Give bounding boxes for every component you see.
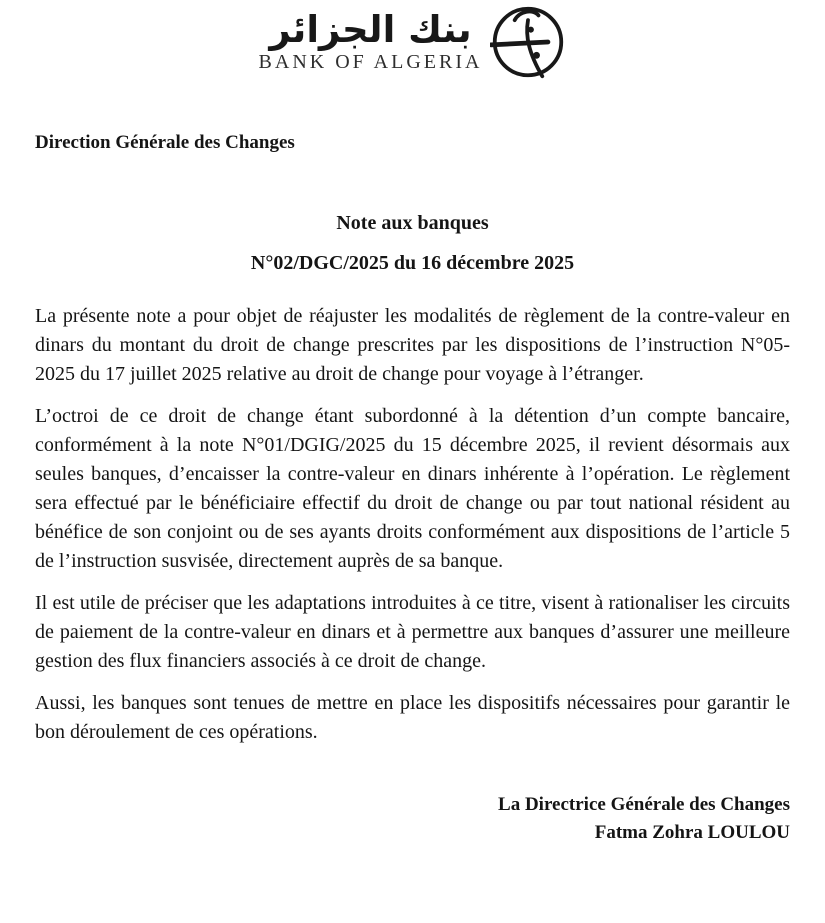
department-heading: Direction Générale des Changes [35, 132, 295, 153]
signature-block [35, 791, 790, 847]
body-paragraph: Il est utile de préciser que les adaptations introduites à ce titre, visent à rationaliser les circuits de paiement de la contre-valeur en dinars et à permettre aux banques d’assurer une meilleure gestion des flux financiers associés à ce droit de change. [35, 592, 790, 672]
title-block [0, 212, 825, 275]
note-reference: N°02/DGC/2025 du 16 décembre 2025 [250, 252, 575, 274]
bank-logo-latin-text: BANK OF ALGERIA [258, 51, 483, 74]
signature-name: Fatma Zohra LOULOU [594, 822, 790, 843]
body-paragraph: Aussi, les banques sont tenues de mettre en place les dispositifs nécessaires pour garantir le bon déroulement de ces opérations. [35, 692, 790, 743]
body-paragraph: L’octroi de ce droit de change étant subordonné à la détention d’un compte bancaire, conformément à la note N°01/DGIG/2025 du 15 décembre 2025, il revient désormais aux seules banques, d’encaisser la contre-valeur en dinars inhérente à l’opération. Le règlement sera effectué par le bénéficiaire effectif du droit de change ou par tout national résident au bénéfice de son conjoint ou de ses ayants droits conformément aux dispositions de l’article 5 de l’instruction susvisée, directement auprès de sa banque. [35, 405, 790, 572]
bank-logo-text [258, 7, 483, 75]
bank-of-algeria-emblem-icon [490, 4, 566, 80]
note-body [35, 302, 790, 747]
note-title: Note aux banques [336, 212, 489, 234]
signature-title: La Directrice Générale des Changes [498, 794, 790, 815]
bank-logo-arabic-text: بنك الجزائر [269, 7, 472, 51]
bank-logo [0, 0, 825, 80]
body-paragraph: La présente note a pour objet de réajuster les modalités de règlement de la contre-valeur en dinars du montant du droit de change prescrites par les dispositions de l’instruction N°05-2025 du 17 juillet 2025 relative au droit de change pour voyage à l’étranger. [35, 305, 790, 385]
